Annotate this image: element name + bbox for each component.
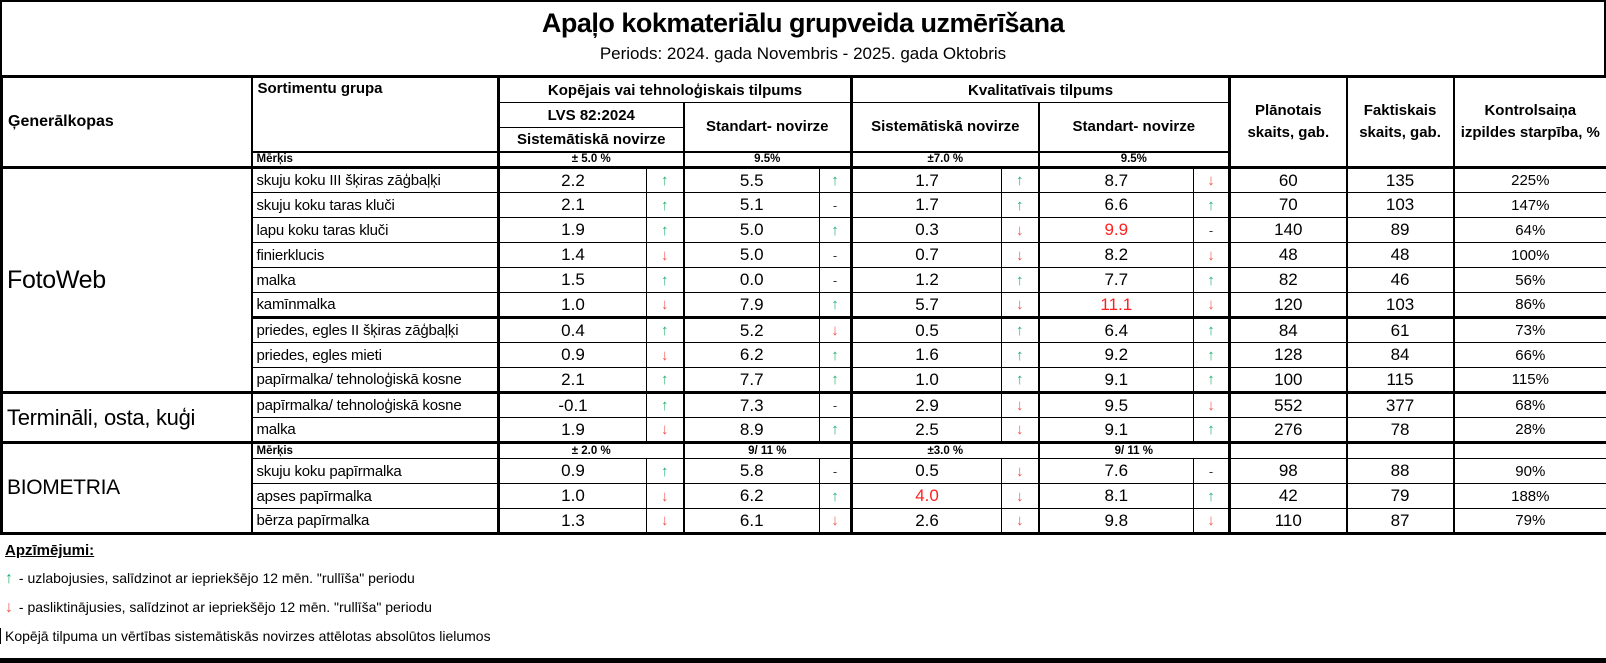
column-header-sistematiska-novirze-kopejais: Sistemātiskā novirze [499, 128, 684, 152]
group-label: BIOMETRIA [2, 443, 252, 534]
planned-count: 276 [1230, 418, 1347, 443]
up-arrow-icon: ↑ [831, 172, 839, 189]
actual-count: 79 [1347, 484, 1454, 509]
no-change-dash: - [832, 272, 838, 288]
trend-cell [1002, 318, 1039, 343]
column-header-planotais-skaits: Plānotais skaits, gab. [1230, 77, 1347, 168]
value-cell: 1.3 [499, 509, 647, 534]
up-arrow-icon: ↑ [1016, 371, 1024, 388]
period-subtitle: Periods: 2024. gada Novembris - 2025. gada Oktobris [599, 43, 1007, 63]
value-cell: 2.5 [852, 418, 1002, 443]
value-cell: 1.9 [499, 218, 647, 243]
down-arrow-icon: ↓ [1016, 421, 1024, 438]
row-label: skuju koku taras kluči [252, 193, 499, 218]
value-cell: 9.9 [1039, 218, 1194, 243]
diff-percent: 225% [1454, 168, 1606, 193]
legend-heading: Apzīmējumi: [5, 542, 95, 559]
value-cell: 1.5 [499, 268, 647, 293]
page-title: Apaļo kokmateriālu grupveida uzmērīšana [541, 8, 1065, 38]
value-cell: 6.6 [1039, 193, 1194, 218]
trend-cell [820, 368, 852, 393]
trend-cell [1194, 193, 1230, 218]
no-change-dash: - [1208, 463, 1214, 479]
value-cell: 11.1 [1039, 293, 1194, 318]
value-cell: 7.9 [684, 293, 820, 318]
trend-cell [647, 293, 684, 318]
target-value: ± 5.0 % [499, 152, 684, 168]
trend-cell [820, 268, 852, 293]
column-header-generalkopas: Ģenerālkopas [2, 77, 252, 168]
trend-cell [820, 343, 852, 368]
trend-cell [1194, 459, 1230, 484]
row-label: skuju koku III šķiras zāģbaļķi [252, 168, 499, 193]
planned-count: 48 [1230, 243, 1347, 268]
trend-cell [647, 484, 684, 509]
diff-percent: 86% [1454, 293, 1606, 318]
row-label: kamīnmalka [252, 293, 499, 318]
target-value: 9.5% [1039, 152, 1230, 168]
actual-count: 377 [1347, 393, 1454, 418]
planned-count: 60 [1230, 168, 1347, 193]
trend-cell [1002, 243, 1039, 268]
value-cell: 2.1 [499, 368, 647, 393]
diff-percent: 68% [1454, 393, 1606, 418]
trend-cell [1002, 418, 1039, 443]
value-cell: 2.6 [852, 509, 1002, 534]
down-arrow-icon: ↓ [661, 487, 669, 505]
up-arrow-icon: ↑ [661, 196, 669, 214]
down-arrow-icon: ↓ [1207, 296, 1215, 313]
actual-count: 48 [1347, 243, 1454, 268]
column-header-lvs-standard: LVS 82:2024 [499, 103, 684, 128]
value-cell: 1.0 [852, 368, 1002, 393]
trend-cell [1194, 509, 1230, 534]
value-cell: 5.0 [684, 218, 820, 243]
legend-item-text: - pasliktinājusies, salīdzinot ar iepriekšējo 12 mēn. "rullīša" periodu [18, 599, 432, 615]
up-arrow-icon: ↑ [661, 397, 669, 414]
row-label: priedes, egles II šķiras zāģbaļķi [252, 318, 499, 343]
trend-cell [647, 459, 684, 484]
value-cell: 1.9 [499, 418, 647, 443]
target-value: ±3.0 % [852, 443, 1039, 459]
value-cell: 0.5 [852, 459, 1002, 484]
value-cell: 6.2 [684, 343, 820, 368]
value-cell: 1.0 [499, 484, 647, 509]
value-cell: 6.4 [1039, 318, 1194, 343]
trend-cell [1194, 293, 1230, 318]
diff-percent: 188% [1454, 484, 1606, 509]
table-row [2, 168, 1606, 193]
up-arrow-icon: ↑ [831, 221, 839, 239]
value-cell: 8.2 [1039, 243, 1194, 268]
value-cell: 5.8 [684, 459, 820, 484]
down-arrow-icon: ↓ [831, 512, 839, 529]
trend-cell [820, 168, 852, 193]
diff-percent: 90% [1454, 459, 1606, 484]
trend-cell [1194, 484, 1230, 509]
trend-cell [647, 193, 684, 218]
row-label: skuju koku papīrmalka [252, 459, 499, 484]
diff-percent: 66% [1454, 343, 1606, 368]
trend-cell [1194, 343, 1230, 368]
value-cell: 9.2 [1039, 343, 1194, 368]
up-arrow-icon: ↑ [661, 172, 669, 189]
trend-cell [647, 218, 684, 243]
trend-cell [647, 418, 684, 443]
up-arrow-icon: ↑ [831, 421, 839, 438]
value-cell: 8.9 [684, 418, 820, 443]
trend-cell [1194, 218, 1230, 243]
value-cell: 0.0 [684, 268, 820, 293]
value-cell: 1.7 [852, 193, 1002, 218]
no-change-dash: - [1208, 222, 1214, 238]
up-arrow-icon: ↑ [661, 462, 669, 480]
down-arrow-icon: ↓ [5, 599, 13, 616]
value-cell: 8.7 [1039, 168, 1194, 193]
down-arrow-icon: ↓ [661, 296, 669, 313]
trend-cell [647, 268, 684, 293]
trend-cell [1194, 368, 1230, 393]
trend-cell [647, 318, 684, 343]
legend-item-text: - uzlabojusies, salīdzinot ar iepriekšējo 12 mēn. "rullīša" periodu [18, 570, 415, 586]
up-arrow-icon: ↑ [661, 322, 669, 339]
up-arrow-icon: ↑ [661, 371, 669, 388]
row-label: finierklucis [252, 243, 499, 268]
value-cell: 1.2 [852, 268, 1002, 293]
measurement-table [0, 75, 1606, 535]
value-cell: 5.0 [684, 243, 820, 268]
title-block [0, 0, 1606, 75]
row-label: malka [252, 268, 499, 293]
value-cell: 2.2 [499, 168, 647, 193]
up-arrow-icon: ↑ [1016, 196, 1024, 214]
trend-cell [1002, 218, 1039, 243]
row-label: papīrmalka/ tehnoloģiskā kosne [252, 393, 499, 418]
value-cell: 5.1 [684, 193, 820, 218]
up-arrow-icon: ↑ [1207, 421, 1215, 438]
trend-cell [647, 243, 684, 268]
value-cell: 7.6 [1039, 459, 1194, 484]
column-group-kvalitativais-tilpums: Kvalitatīvais tilpums [852, 77, 1230, 103]
up-arrow-icon: ↑ [831, 371, 839, 388]
trend-cell [1002, 268, 1039, 293]
value-cell: 4.0 [852, 484, 1002, 509]
down-arrow-icon: ↓ [661, 421, 669, 438]
trend-cell [820, 243, 852, 268]
planned-count: 120 [1230, 293, 1347, 318]
down-arrow-icon: ↓ [1016, 246, 1024, 264]
row-label: lapu koku taras kluči [252, 218, 499, 243]
trend-cell [1002, 368, 1039, 393]
trend-cell [1194, 243, 1230, 268]
value-cell: 9.8 [1039, 509, 1194, 534]
actual-count: 135 [1347, 168, 1454, 193]
planned-count: 110 [1230, 509, 1347, 534]
actual-count: 103 [1347, 293, 1454, 318]
up-arrow-icon: ↑ [1016, 172, 1024, 189]
up-arrow-icon: ↑ [831, 487, 839, 505]
no-change-dash: - [832, 463, 838, 479]
diff-percent: 73% [1454, 318, 1606, 343]
value-cell: 7.7 [684, 368, 820, 393]
up-arrow-icon: ↑ [5, 570, 13, 587]
trend-cell [820, 293, 852, 318]
column-header-faktiskais-skaits: Faktiskais skaits, gab. [1347, 77, 1454, 168]
value-cell: 0.9 [499, 343, 647, 368]
row-label: malka [252, 418, 499, 443]
trend-cell [820, 193, 852, 218]
trend-cell [820, 318, 852, 343]
group-label: Termināli, osta, kuģi [2, 393, 252, 443]
trend-cell [1002, 459, 1039, 484]
row-label: apses papīrmalka [252, 484, 499, 509]
value-cell: 0.9 [499, 459, 647, 484]
trend-cell [647, 509, 684, 534]
trend-cell [820, 459, 852, 484]
up-arrow-icon: ↑ [661, 271, 669, 289]
down-arrow-icon: ↓ [1016, 462, 1024, 480]
trend-cell [1002, 343, 1039, 368]
trend-cell [820, 418, 852, 443]
value-cell: 0.7 [852, 243, 1002, 268]
trend-cell [1194, 168, 1230, 193]
value-cell: 7.7 [1039, 268, 1194, 293]
planned-count: 82 [1230, 268, 1347, 293]
no-change-dash: - [832, 398, 838, 413]
actual-count: 87 [1347, 509, 1454, 534]
row-label: papīrmalka/ tehnoloģiskā kosne [252, 368, 499, 393]
group-label: FotoWeb [2, 168, 252, 393]
column-header-standart-novirze-kvalitativais: Standart- novirze [1039, 103, 1230, 152]
value-cell: 7.3 [684, 393, 820, 418]
value-cell: 5.5 [684, 168, 820, 193]
value-cell: 9.1 [1039, 368, 1194, 393]
trend-cell [647, 393, 684, 418]
trend-cell [1194, 268, 1230, 293]
diff-percent-empty [1454, 443, 1606, 459]
up-arrow-icon: ↑ [1016, 271, 1024, 289]
target-value: ±7.0 % [852, 152, 1039, 168]
value-cell: 0.3 [852, 218, 1002, 243]
footnote: Kopējā tilpuma un vērtības sistemātiskās novirzes attēlotas absolūtos lielumos [0, 628, 1606, 644]
down-arrow-icon: ↓ [1207, 397, 1215, 414]
trend-cell [1002, 293, 1039, 318]
row-label: priedes, egles mieti [252, 343, 499, 368]
value-cell: 2.1 [499, 193, 647, 218]
value-cell: 1.7 [852, 168, 1002, 193]
actual-count: 103 [1347, 193, 1454, 218]
down-arrow-icon: ↓ [661, 512, 669, 529]
down-arrow-icon: ↓ [1016, 512, 1024, 529]
up-arrow-icon: ↑ [1207, 271, 1215, 289]
column-header-kontrolsaina: Kontrolsaiņa izpildes starpība, % [1454, 77, 1606, 168]
actual-count: 46 [1347, 268, 1454, 293]
up-arrow-icon: ↑ [1207, 346, 1215, 364]
actual-count: 61 [1347, 318, 1454, 343]
column-group-kopejais-tilpums: Kopējais vai tehnoloģiskais tilpums [499, 77, 852, 103]
up-arrow-icon: ↑ [1207, 322, 1215, 339]
up-arrow-icon: ↑ [1016, 322, 1024, 339]
up-arrow-icon: ↑ [831, 296, 839, 313]
trend-cell [820, 509, 852, 534]
up-arrow-icon: ↑ [1207, 487, 1215, 505]
trend-cell [1002, 168, 1039, 193]
trend-cell [820, 484, 852, 509]
legend-item-worsened [5, 599, 1606, 617]
column-header-sortimentu-grupa: Sortimentu grupa [252, 77, 499, 152]
row-label: bērza papīrmalka [252, 509, 499, 534]
value-cell: 2.9 [852, 393, 1002, 418]
value-cell: 9.5 [1039, 393, 1194, 418]
down-arrow-icon: ↓ [1016, 296, 1024, 313]
value-cell: 6.1 [684, 509, 820, 534]
trend-cell [1194, 418, 1230, 443]
down-arrow-icon: ↓ [1016, 221, 1024, 239]
down-arrow-icon: ↓ [1207, 172, 1215, 189]
table-row [2, 393, 1606, 418]
diff-percent: 64% [1454, 218, 1606, 243]
value-cell: 8.1 [1039, 484, 1194, 509]
trend-cell [820, 218, 852, 243]
diff-percent: 28% [1454, 418, 1606, 443]
trend-cell [1002, 509, 1039, 534]
planned-count: 140 [1230, 218, 1347, 243]
trend-cell [1194, 393, 1230, 418]
down-arrow-icon: ↓ [661, 246, 669, 264]
up-arrow-icon: ↑ [831, 346, 839, 364]
down-arrow-icon: ↓ [661, 346, 669, 364]
trend-cell [647, 168, 684, 193]
target-row-label: Mērķis [252, 443, 499, 459]
value-cell: 5.7 [852, 293, 1002, 318]
value-cell: 1.6 [852, 343, 1002, 368]
actual-count: 84 [1347, 343, 1454, 368]
planned-count: 84 [1230, 318, 1347, 343]
actual-count-empty [1347, 443, 1454, 459]
trend-cell [647, 368, 684, 393]
value-cell: 0.5 [852, 318, 1002, 343]
value-cell: 6.2 [684, 484, 820, 509]
value-cell: 5.2 [684, 318, 820, 343]
up-arrow-icon: ↑ [1207, 371, 1215, 388]
down-arrow-icon: ↓ [1207, 512, 1215, 529]
column-header-standart-novirze-kopejais: Standart- novirze [684, 103, 852, 152]
legend-item-improved [5, 570, 1606, 588]
diff-percent: 56% [1454, 268, 1606, 293]
target-value: 9/ 11 % [1039, 443, 1230, 459]
target-value: 9/ 11 % [684, 443, 852, 459]
trend-cell [1002, 393, 1039, 418]
diff-percent: 100% [1454, 243, 1606, 268]
down-arrow-icon: ↓ [1207, 246, 1215, 264]
value-cell: 9.1 [1039, 418, 1194, 443]
actual-count: 89 [1347, 218, 1454, 243]
diff-percent: 79% [1454, 509, 1606, 534]
up-arrow-icon: ↑ [1016, 346, 1024, 364]
diff-percent: 115% [1454, 368, 1606, 393]
target-value: 9.5% [684, 152, 852, 168]
diff-percent: 147% [1454, 193, 1606, 218]
planned-count: 100 [1230, 368, 1347, 393]
no-change-dash: - [832, 197, 838, 213]
value-cell: 1.4 [499, 243, 647, 268]
actual-count: 88 [1347, 459, 1454, 484]
down-arrow-icon: ↓ [1016, 487, 1024, 505]
table-row [2, 443, 1606, 459]
planned-count: 70 [1230, 193, 1347, 218]
trend-cell [820, 393, 852, 418]
planned-count: 42 [1230, 484, 1347, 509]
no-change-dash: - [832, 247, 838, 263]
trend-cell [1002, 484, 1039, 509]
down-arrow-icon: ↓ [1016, 397, 1024, 414]
legend-section [0, 535, 1606, 644]
target-value: ± 2.0 % [499, 443, 684, 459]
column-header-sistematiska-novirze-kvalitativais: Sistemātiskā novirze [852, 103, 1039, 152]
actual-count: 78 [1347, 418, 1454, 443]
trend-cell [1002, 193, 1039, 218]
actual-count: 115 [1347, 368, 1454, 393]
value-cell: -0.1 [499, 393, 647, 418]
up-arrow-icon: ↑ [661, 221, 669, 239]
bottom-border-bar [0, 658, 1606, 663]
trend-cell [1194, 318, 1230, 343]
down-arrow-icon: ↓ [831, 322, 839, 339]
value-cell: 0.4 [499, 318, 647, 343]
trend-cell [647, 343, 684, 368]
planned-count-empty [1230, 443, 1347, 459]
planned-count: 98 [1230, 459, 1347, 484]
planned-count: 552 [1230, 393, 1347, 418]
up-arrow-icon: ↑ [1207, 196, 1215, 214]
target-row-label: Mērķis [252, 152, 499, 168]
value-cell: 1.0 [499, 293, 647, 318]
planned-count: 128 [1230, 343, 1347, 368]
